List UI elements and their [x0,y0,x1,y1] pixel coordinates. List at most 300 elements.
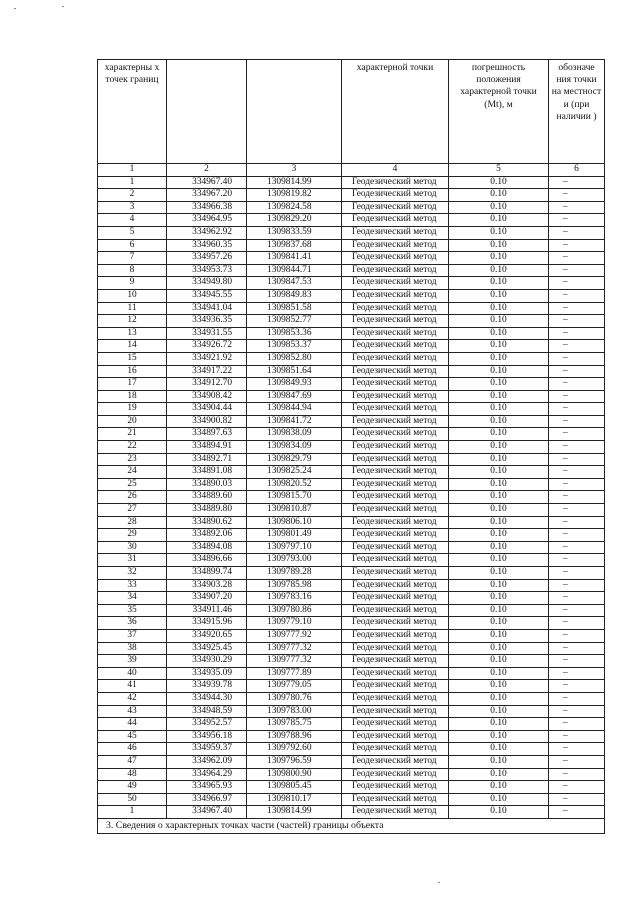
accuracy-cell: 0.10 [449,214,549,227]
accuracy-cell: 0.10 [449,529,549,542]
accuracy-cell: 0.10 [449,340,549,353]
point-number-cell: 15 [98,352,167,365]
point-number-cell: 13 [98,327,167,340]
x-coordinate-cell: 334930.29 [167,655,247,668]
marker-cell: – [549,277,605,290]
accuracy-cell: 0.10 [449,642,549,655]
table-row [98,718,605,731]
marker-cell: – [549,252,605,265]
marker-cell: – [549,680,605,693]
method-cell: Геодезический метод [342,755,449,768]
x-coordinate-cell: 334911.46 [167,604,247,617]
y-coordinate-cell: 1309841.72 [247,415,342,428]
x-coordinate-cell: 334957.26 [167,252,247,265]
point-number-cell: 24 [98,466,167,479]
y-coordinate-cell: 1309777.32 [247,655,342,668]
y-coordinate-cell: 1309801.49 [247,529,342,542]
table-row [98,214,605,227]
point-number-cell: 46 [98,743,167,756]
accuracy-cell: 0.10 [449,226,549,239]
accuracy-cell: 0.10 [449,453,549,466]
table-row [98,592,605,605]
method-cell: Геодезический метод [342,453,449,466]
y-coordinate-cell: 1309788.96 [247,730,342,743]
marker-cell: – [549,264,605,277]
point-number-cell: 9 [98,277,167,290]
marker-cell: – [549,302,605,315]
y-coordinate-cell: 1309834.09 [247,441,342,454]
x-coordinate-cell: 334920.65 [167,629,247,642]
marker-cell: – [549,743,605,756]
method-cell: Геодезический метод [342,554,449,567]
accuracy-cell: 0.10 [449,277,549,290]
y-coordinate-cell: 1309783.16 [247,592,342,605]
x-coordinate-cell: 334953.73 [167,264,247,277]
point-number-cell: 32 [98,567,167,580]
method-cell: Геодезический метод [342,680,449,693]
point-number-cell: 8 [98,264,167,277]
x-coordinate-cell: 334889.80 [167,504,247,517]
y-coordinate-cell: 1309780.86 [247,604,342,617]
x-coordinate-cell: 334896.66 [167,554,247,567]
y-coordinate-cell: 1309849.83 [247,289,342,302]
table-row [98,604,605,617]
table-row [98,390,605,403]
table-row [98,415,605,428]
y-coordinate-cell: 1309777.32 [247,642,342,655]
y-coordinate-cell: 1309777.89 [247,667,342,680]
marker-cell: – [549,226,605,239]
y-coordinate-cell: 1309838.09 [247,428,342,441]
point-number-cell: 7 [98,252,167,265]
accuracy-cell: 0.10 [449,302,549,315]
accuracy-cell: 0.10 [449,667,549,680]
accuracy-cell: 0.10 [449,403,549,416]
x-coordinate-cell: 334965.93 [167,781,247,794]
method-cell: Геодезический метод [342,768,449,781]
point-number-cell: 35 [98,604,167,617]
point-number-cell: 5 [98,226,167,239]
y-coordinate-cell: 1309793.00 [247,554,342,567]
method-cell: Геодезический метод [342,302,449,315]
point-number-cell: 10 [98,289,167,302]
table-header-row [98,60,605,164]
x-coordinate-cell: 334908.42 [167,390,247,403]
method-cell: Геодезический метод [342,176,449,189]
accuracy-cell: 0.10 [449,768,549,781]
characteristic-points-table [97,59,605,834]
point-number-cell: 50 [98,793,167,806]
accuracy-cell: 0.10 [449,655,549,668]
point-number-cell: 1 [98,806,167,819]
y-coordinate-cell: 1309844.94 [247,403,342,416]
marker-cell: – [549,667,605,680]
point-number-cell: 1 [98,176,167,189]
accuracy-cell: 0.10 [449,315,549,328]
method-cell: Геодезический метод [342,718,449,731]
marker-cell: – [549,428,605,441]
point-number-cell: 23 [98,453,167,466]
method-cell: Геодезический метод [342,655,449,668]
table-row [98,189,605,202]
marker-cell: – [549,579,605,592]
accuracy-cell: 0.10 [449,441,549,454]
scan-speck [14,8,16,9]
y-coordinate-cell: 1309829.20 [247,214,342,227]
point-number-cell: 22 [98,441,167,454]
marker-cell: – [549,176,605,189]
marker-cell: – [549,403,605,416]
table-row [98,277,605,290]
y-coordinate-cell: 1309797.10 [247,541,342,554]
accuracy-cell: 0.10 [449,428,549,441]
y-coordinate-cell: 1309824.58 [247,201,342,214]
y-coordinate-cell: 1309783.00 [247,705,342,718]
point-number-cell: 6 [98,239,167,252]
table-row [98,226,605,239]
method-cell: Геодезический метод [342,441,449,454]
method-cell: Геодезический метод [342,315,449,328]
y-coordinate-cell: 1309785.98 [247,579,342,592]
y-coordinate-cell: 1309810.17 [247,793,342,806]
method-cell: Геодезический метод [342,466,449,479]
header-method: характерной точки [342,60,449,164]
marker-cell: – [549,529,605,542]
point-number-cell: 31 [98,554,167,567]
method-cell: Геодезический метод [342,567,449,580]
table-row [98,264,605,277]
accuracy-cell: 0.10 [449,554,549,567]
accuracy-cell: 0.10 [449,604,549,617]
accuracy-cell: 0.10 [449,592,549,605]
table-row [98,806,605,819]
point-number-cell: 40 [98,667,167,680]
accuracy-cell: 0.10 [449,743,549,756]
x-coordinate-cell: 334935.09 [167,667,247,680]
x-coordinate-cell: 334936.35 [167,315,247,328]
marker-cell: – [549,781,605,794]
accuracy-cell: 0.10 [449,201,549,214]
x-coordinate-cell: 334967.20 [167,189,247,202]
marker-cell: – [549,567,605,580]
table-row [98,617,605,630]
method-cell: Геодезический метод [342,378,449,391]
accuracy-cell: 0.10 [449,378,549,391]
method-cell: Геодезический метод [342,327,449,340]
x-coordinate-cell: 334962.92 [167,226,247,239]
accuracy-cell: 0.10 [449,352,549,365]
table-row [98,642,605,655]
table-row [98,441,605,454]
table-row [98,705,605,718]
table-row [98,340,605,353]
accuracy-cell: 0.10 [449,567,549,580]
x-coordinate-cell: 334891.08 [167,466,247,479]
method-cell: Геодезический метод [342,340,449,353]
y-coordinate-cell: 1309852.80 [247,352,342,365]
point-number-cell: 34 [98,592,167,605]
accuracy-cell: 0.10 [449,327,549,340]
x-coordinate-cell: 334921.92 [167,352,247,365]
y-coordinate-cell: 1309829.79 [247,453,342,466]
method-cell: Геодезический метод [342,806,449,819]
point-number-cell: 47 [98,755,167,768]
y-coordinate-cell: 1309780.76 [247,692,342,705]
x-coordinate-cell: 334894.91 [167,441,247,454]
accuracy-cell: 0.10 [449,504,549,517]
y-coordinate-cell: 1309819.82 [247,189,342,202]
x-coordinate-cell: 334904.44 [167,403,247,416]
method-cell: Геодезический метод [342,390,449,403]
method-cell: Геодезический метод [342,403,449,416]
table-row [98,692,605,705]
x-coordinate-cell: 334967.40 [167,806,247,819]
table-row [98,491,605,504]
accuracy-cell: 0.10 [449,289,549,302]
accuracy-cell: 0.10 [449,793,549,806]
marker-cell: – [549,617,605,630]
y-coordinate-cell: 1309852.77 [247,315,342,328]
point-number-cell: 38 [98,642,167,655]
accuracy-cell: 0.10 [449,176,549,189]
point-number-cell: 41 [98,680,167,693]
column-number: 5 [449,164,549,177]
accuracy-cell: 0.10 [449,466,549,479]
method-cell: Геодезический метод [342,705,449,718]
table-row [98,730,605,743]
point-number-cell: 14 [98,340,167,353]
table-row [98,504,605,517]
marker-cell: – [549,491,605,504]
x-coordinate-cell: 334889.60 [167,491,247,504]
marker-cell: – [549,453,605,466]
accuracy-cell: 0.10 [449,478,549,491]
accuracy-cell: 0.10 [449,491,549,504]
table-row [98,239,605,252]
method-cell: Геодезический метод [342,264,449,277]
x-coordinate-cell: 334907.20 [167,592,247,605]
x-coordinate-cell: 334892.71 [167,453,247,466]
method-cell: Геодезический метод [342,793,449,806]
table-row [98,793,605,806]
y-coordinate-cell: 1309825.24 [247,466,342,479]
accuracy-cell: 0.10 [449,516,549,529]
x-coordinate-cell: 334966.97 [167,793,247,806]
table-row [98,743,605,756]
point-number-cell: 28 [98,516,167,529]
marker-cell: – [549,289,605,302]
header-x-coordinate [167,60,247,164]
y-coordinate-cell: 1309847.53 [247,277,342,290]
header-accuracy: погрешность положения характерной точки (Mt), м [449,60,549,164]
accuracy-cell: 0.10 [449,189,549,202]
marker-cell: – [549,478,605,491]
table-row [98,478,605,491]
x-coordinate-cell: 334894.08 [167,541,247,554]
marker-cell: – [549,239,605,252]
accuracy-cell: 0.10 [449,705,549,718]
column-number: 6 [549,164,605,177]
accuracy-cell: 0.10 [449,365,549,378]
x-coordinate-cell: 334962.09 [167,755,247,768]
point-number-cell: 25 [98,478,167,491]
marker-cell: – [549,655,605,668]
point-number-cell: 36 [98,617,167,630]
accuracy-cell: 0.10 [449,680,549,693]
x-coordinate-cell: 334915.96 [167,617,247,630]
x-coordinate-cell: 334897.63 [167,428,247,441]
point-number-cell: 21 [98,428,167,441]
method-cell: Геодезический метод [342,579,449,592]
method-cell: Геодезический метод [342,642,449,655]
table-row [98,352,605,365]
x-coordinate-cell: 334899.74 [167,567,247,580]
x-coordinate-cell: 334945.55 [167,289,247,302]
point-number-cell: 16 [98,365,167,378]
method-cell: Геодезический метод [342,692,449,705]
point-number-cell: 39 [98,655,167,668]
marker-cell: – [549,516,605,529]
y-coordinate-cell: 1309847.69 [247,390,342,403]
point-number-cell: 12 [98,315,167,328]
x-coordinate-cell: 334967.40 [167,176,247,189]
y-coordinate-cell: 1309796.59 [247,755,342,768]
point-number-cell: 17 [98,378,167,391]
x-coordinate-cell: 334964.95 [167,214,247,227]
method-cell: Геодезический метод [342,201,449,214]
y-coordinate-cell: 1309844.71 [247,264,342,277]
x-coordinate-cell: 334952.57 [167,718,247,731]
marker-cell: – [549,806,605,819]
accuracy-cell: 0.10 [449,579,549,592]
accuracy-cell: 0.10 [449,239,549,252]
method-cell: Геодезический метод [342,352,449,365]
table-row [98,755,605,768]
table-row [98,667,605,680]
marker-cell: – [549,642,605,655]
table-row [98,554,605,567]
table-row [98,378,605,391]
marker-cell: – [549,793,605,806]
table-row [98,655,605,668]
x-coordinate-cell: 334926.72 [167,340,247,353]
x-coordinate-cell: 334941.04 [167,302,247,315]
point-number-cell: 19 [98,403,167,416]
accuracy-cell: 0.10 [449,629,549,642]
method-cell: Геодезический метод [342,239,449,252]
scan-speck [62,6,64,7]
accuracy-cell: 0.10 [449,390,549,403]
table-row [98,201,605,214]
x-coordinate-cell: 334959.37 [167,743,247,756]
marker-cell: – [549,755,605,768]
column-number: 2 [167,164,247,177]
method-cell: Геодезический метод [342,226,449,239]
point-number-cell: 42 [98,692,167,705]
method-cell: Геодезический метод [342,629,449,642]
marker-cell: – [549,378,605,391]
point-number-cell: 18 [98,390,167,403]
marker-cell: – [549,214,605,227]
y-coordinate-cell: 1309792.60 [247,743,342,756]
marker-cell: – [549,352,605,365]
table-row [98,302,605,315]
point-number-cell: 43 [98,705,167,718]
table-row [98,289,605,302]
x-coordinate-cell: 334890.62 [167,516,247,529]
point-number-cell: 48 [98,768,167,781]
point-number-cell: 11 [98,302,167,315]
header-point-label: характерны х точек границ [98,60,167,164]
point-number-cell: 45 [98,730,167,743]
x-coordinate-cell: 334912.70 [167,378,247,391]
point-number-cell: 44 [98,718,167,731]
accuracy-cell: 0.10 [449,781,549,794]
x-coordinate-cell: 334890.03 [167,478,247,491]
marker-cell: – [549,365,605,378]
accuracy-cell: 0.10 [449,718,549,731]
table-row [98,403,605,416]
marker-cell: – [549,768,605,781]
section-footer-row [98,818,605,833]
y-coordinate-cell: 1309777.92 [247,629,342,642]
y-coordinate-cell: 1309805.45 [247,781,342,794]
accuracy-cell: 0.10 [449,541,549,554]
table-row [98,541,605,554]
marker-cell: – [549,705,605,718]
accuracy-cell: 0.10 [449,252,549,265]
method-cell: Геодезический метод [342,252,449,265]
y-coordinate-cell: 1309779.10 [247,617,342,630]
y-coordinate-cell: 1309806.10 [247,516,342,529]
accuracy-cell: 0.10 [449,755,549,768]
table-row [98,428,605,441]
table-row [98,365,605,378]
x-coordinate-cell: 334892.06 [167,529,247,542]
table-row [98,768,605,781]
table-row [98,453,605,466]
x-coordinate-cell: 334925.45 [167,642,247,655]
accuracy-cell: 0.10 [449,415,549,428]
accuracy-cell: 0.10 [449,264,549,277]
point-number-cell: 27 [98,504,167,517]
table-row [98,516,605,529]
accuracy-cell: 0.10 [449,617,549,630]
x-coordinate-cell: 334939.78 [167,680,247,693]
y-coordinate-cell: 1309849.93 [247,378,342,391]
table-row [98,781,605,794]
x-coordinate-cell: 334944.30 [167,692,247,705]
header-y-coordinate [247,60,342,164]
method-cell: Геодезический метод [342,730,449,743]
method-cell: Геодезический метод [342,289,449,302]
point-number-cell: 49 [98,781,167,794]
y-coordinate-cell: 1309815.70 [247,491,342,504]
y-coordinate-cell: 1309833.59 [247,226,342,239]
table-row [98,529,605,542]
accuracy-cell: 0.10 [449,806,549,819]
y-coordinate-cell: 1309851.58 [247,302,342,315]
method-cell: Геодезический метод [342,491,449,504]
x-coordinate-cell: 334900.82 [167,415,247,428]
x-coordinate-cell: 334931.55 [167,327,247,340]
point-number-cell: 29 [98,529,167,542]
y-coordinate-cell: 1309820.52 [247,478,342,491]
marker-cell: – [549,189,605,202]
column-number-row [98,164,605,177]
column-number: 4 [342,164,449,177]
table-row [98,315,605,328]
